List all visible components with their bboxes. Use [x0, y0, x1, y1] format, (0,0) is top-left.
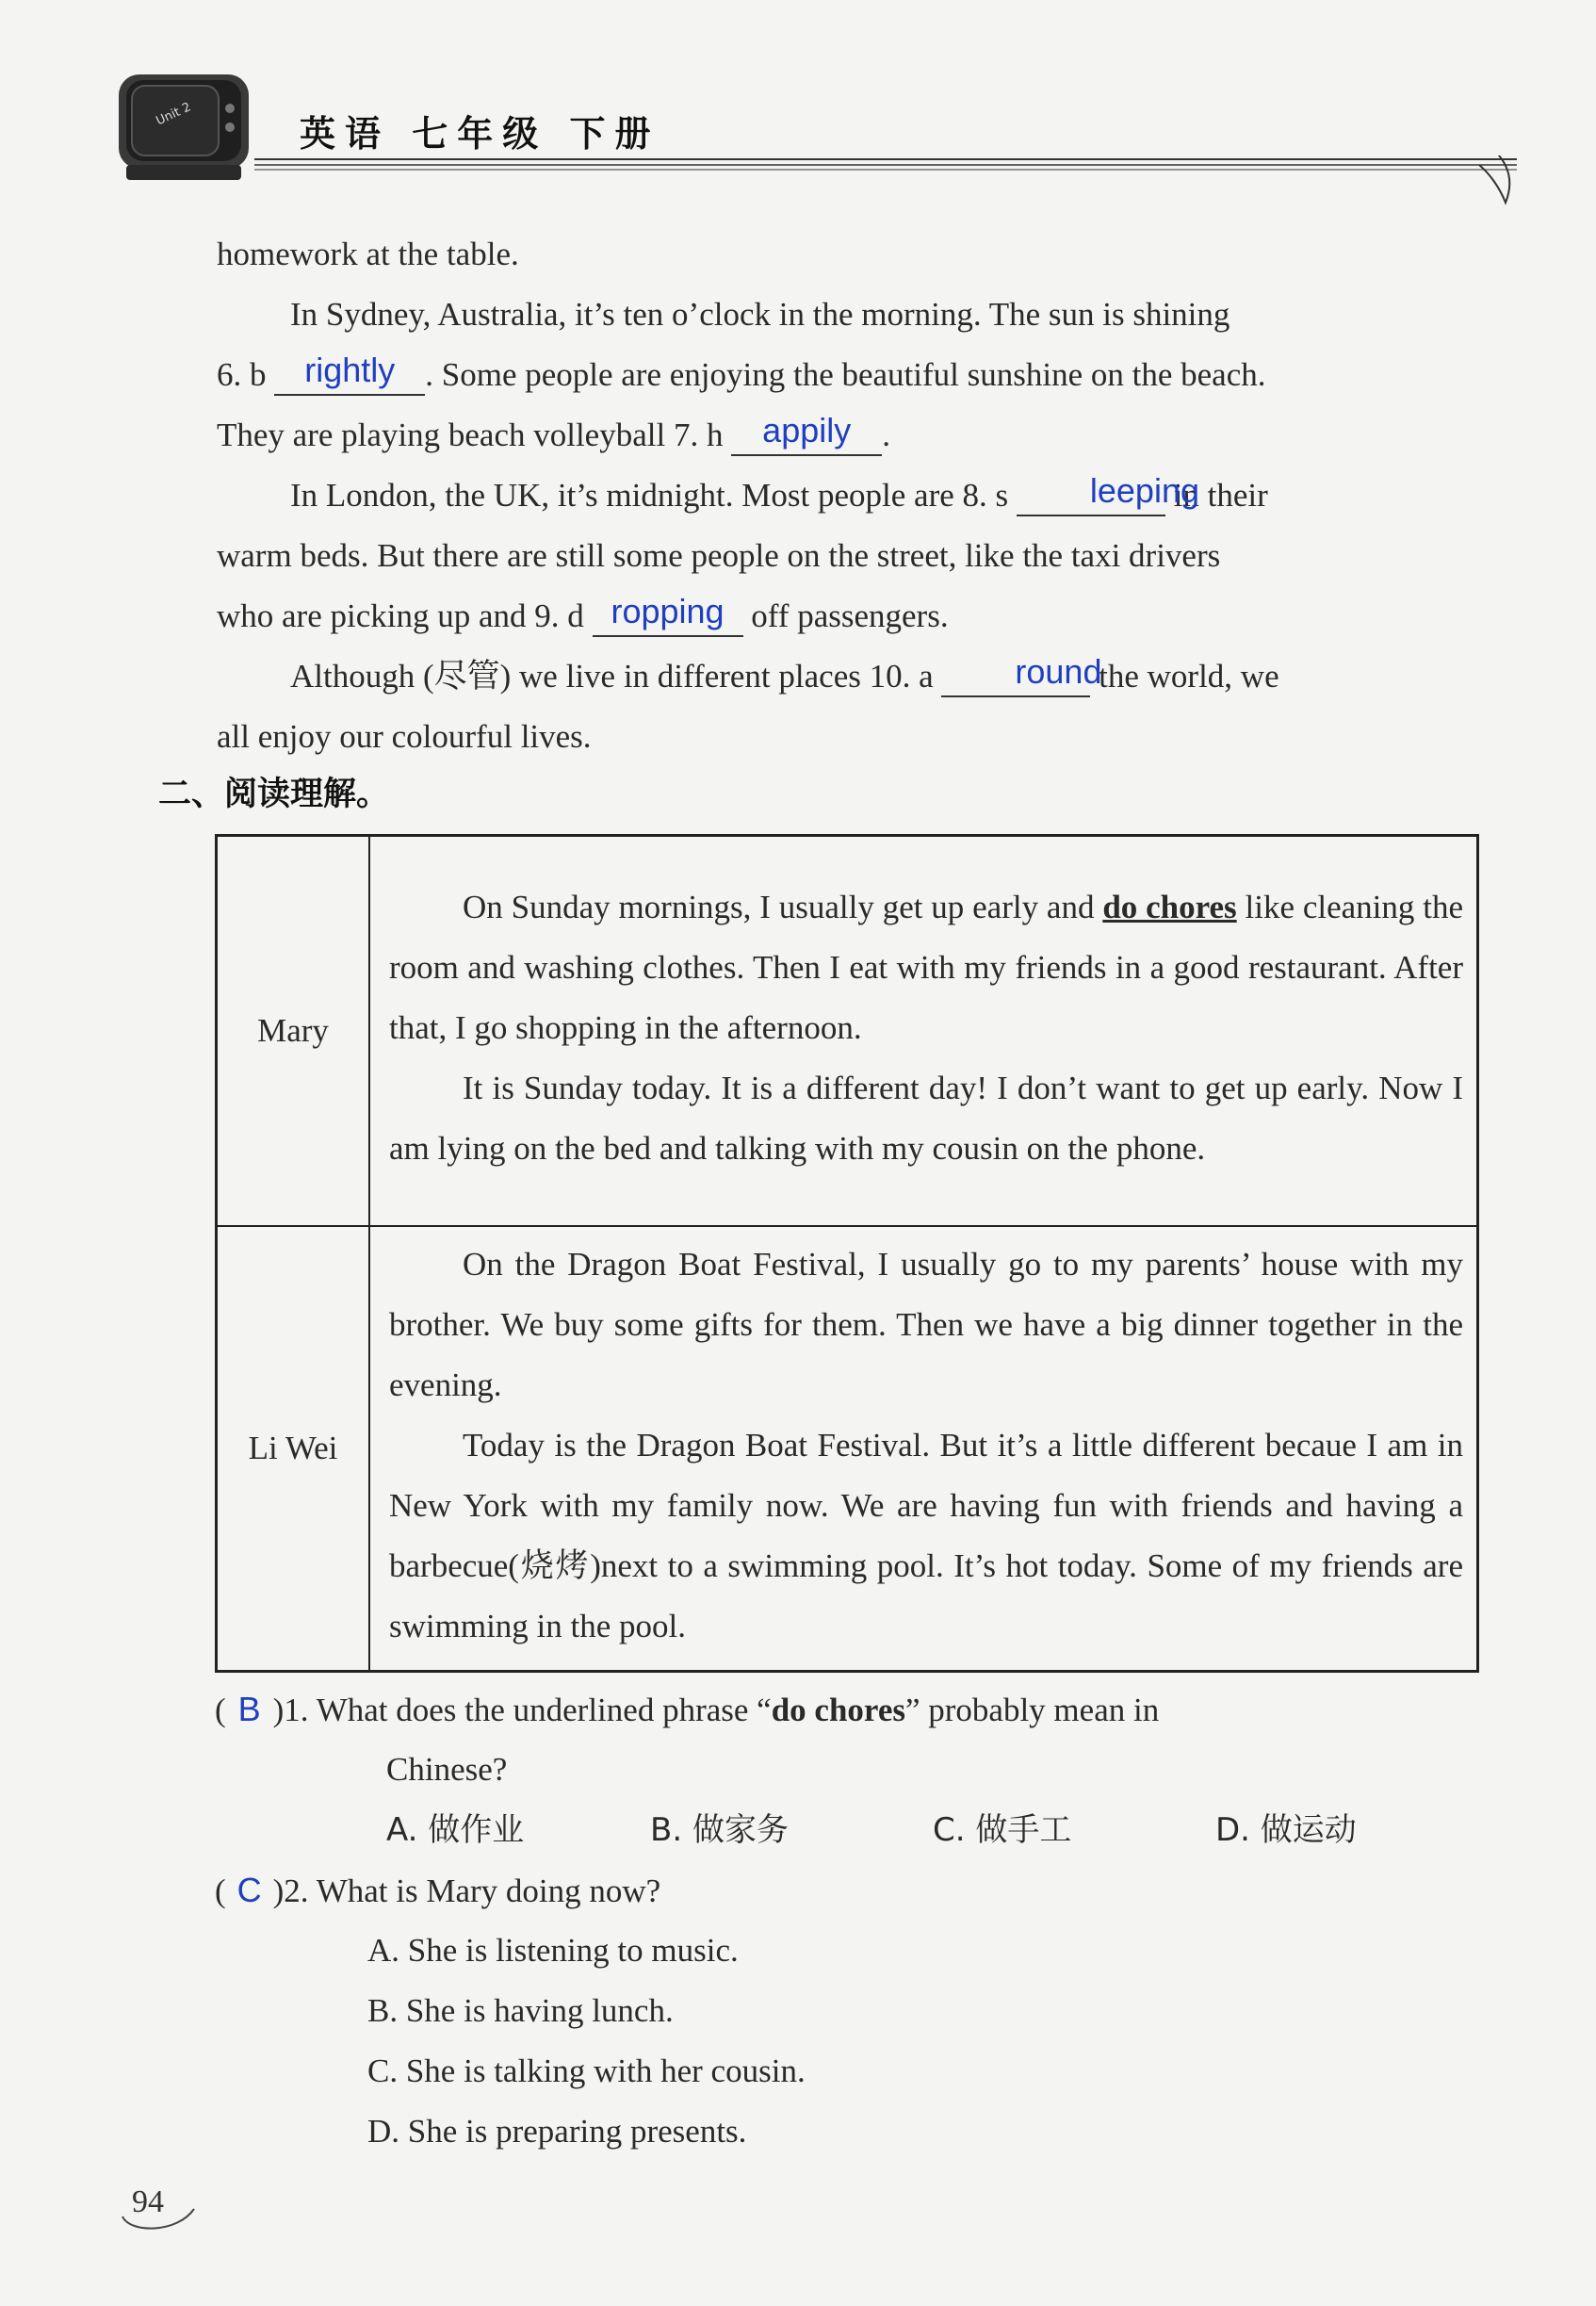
answer-slot-2[interactable]: C — [236, 1871, 262, 1909]
table-text-cell — [369, 1226, 1478, 1672]
table-name-cell: Mary — [217, 836, 370, 1227]
table-paragraph: On the Dragon Boat Festival, I usually go to my parents’ house with my brother. We buy some gifts for them. Then we have a big dinner together in the evening. — [389, 1246, 1463, 1403]
passage-text: . Some people are enjoying the beautiful sunshine on the beach. — [425, 356, 1266, 393]
question-1: ( B )1. What does the underlined phrase “do chores” probably mean in — [215, 1679, 1159, 1741]
table-paragraph: It is Sunday today. It is a different day! I don’t want to get up early. Now I am lying on the bed and talking with my cousin on the phone. — [389, 1070, 1463, 1167]
option-d[interactable]: D. She is preparing presents. — [367, 2113, 747, 2150]
table-row — [217, 1226, 1478, 1672]
passage-text: in their — [1173, 477, 1268, 514]
passage-paragraph-london — [217, 466, 1479, 526]
passage-line — [217, 345, 1479, 405]
answer-slot-1[interactable]: B — [237, 1690, 261, 1728]
handwritten-answer: round — [1015, 652, 1102, 691]
table-paragraph: Today is the Dragon Boat Festival. But it’s a little different becaue I am in New York with my family now. We are having fun with friends and having a barbecue(烧烤)next to a swimming pool. It’s hot today. Some of my friends are swimming in the pool. — [389, 1427, 1463, 1644]
logo-text: Unit 2 — [154, 100, 194, 129]
passage-text: off passengers. — [751, 597, 949, 634]
fill-blank-10[interactable] — [941, 648, 1102, 697]
passage-text: Although (尽管) we live in different places 10. a — [290, 658, 934, 695]
fill-blank-6[interactable] — [274, 347, 425, 396]
handwritten-answer: appily — [762, 411, 852, 450]
handwritten-answer: rightly — [304, 351, 396, 389]
reading-table — [215, 834, 1479, 1673]
question-1-continued: Chinese? — [386, 1751, 508, 1788]
passage-text: the world, we — [1099, 658, 1279, 695]
passage-line: homework at the table. — [217, 236, 519, 272]
passage-line — [217, 586, 1479, 646]
passage-line: all enjoy our colourful lives. — [217, 718, 592, 755]
book-title: 英语 七年级 下册 — [300, 113, 660, 155]
fill-blank-8[interactable] — [1017, 467, 1199, 516]
fill-blank-7[interactable] — [731, 407, 882, 456]
header-rule — [113, 155, 1526, 231]
table-row — [217, 836, 1478, 1227]
option-a[interactable]: A. 做作业 — [386, 1811, 525, 1849]
passage-text: They are playing beach volleyball 7. h — [217, 417, 724, 453]
table-text-cell — [369, 836, 1478, 1227]
option-a[interactable]: A. She is listening to music. — [367, 1932, 739, 1969]
page-header — [113, 71, 1526, 212]
passage-text: In Sydney, Australia, it’s ten o’clock in the morning. The sun is shining — [290, 296, 1230, 333]
option-b[interactable]: B. She is having lunch. — [367, 1992, 674, 2029]
blank-number: 6. b — [217, 356, 267, 393]
section-title-reading: 二、阅读理解。 — [158, 776, 390, 813]
option-b[interactable]: B. 做家务 — [650, 1811, 789, 1849]
passage-paragraph-sydney — [217, 285, 1479, 345]
handwritten-answer: leeping — [1089, 471, 1199, 510]
option-d[interactable]: D. 做运动 — [1215, 1811, 1357, 1849]
passage-text: In London, the UK, it’s midnight. Most people are 8. s — [290, 477, 1009, 514]
passage-line: warm beds. But there are still some people on the street, like the taxi drivers — [217, 537, 1221, 574]
fill-blank-9[interactable] — [593, 588, 743, 637]
table-paragraph: On Sunday mornings, I usually get up early and do chores like cleaning the room and washing clothes. Then I eat with my friends in a good restaurant. After that, I go shopping in the afternoon. — [389, 889, 1463, 1046]
table-name-cell: Li Wei — [217, 1226, 370, 1672]
passage-text: . — [882, 417, 890, 453]
handwritten-answer: ropping — [611, 592, 725, 630]
question-2: ( C )2. What is Mary doing now? — [215, 1860, 660, 1922]
option-c[interactable]: C. 做手工 — [933, 1811, 1072, 1849]
underlined-phrase: do chores — [1102, 889, 1237, 925]
passage-line — [217, 405, 1479, 466]
passage-paragraph-although — [217, 646, 1479, 707]
passage-text: who are picking up and 9. d — [217, 597, 584, 634]
option-c[interactable]: C. She is talking with her cousin. — [367, 2053, 806, 2089]
page-number: 94 — [132, 2184, 164, 2219]
